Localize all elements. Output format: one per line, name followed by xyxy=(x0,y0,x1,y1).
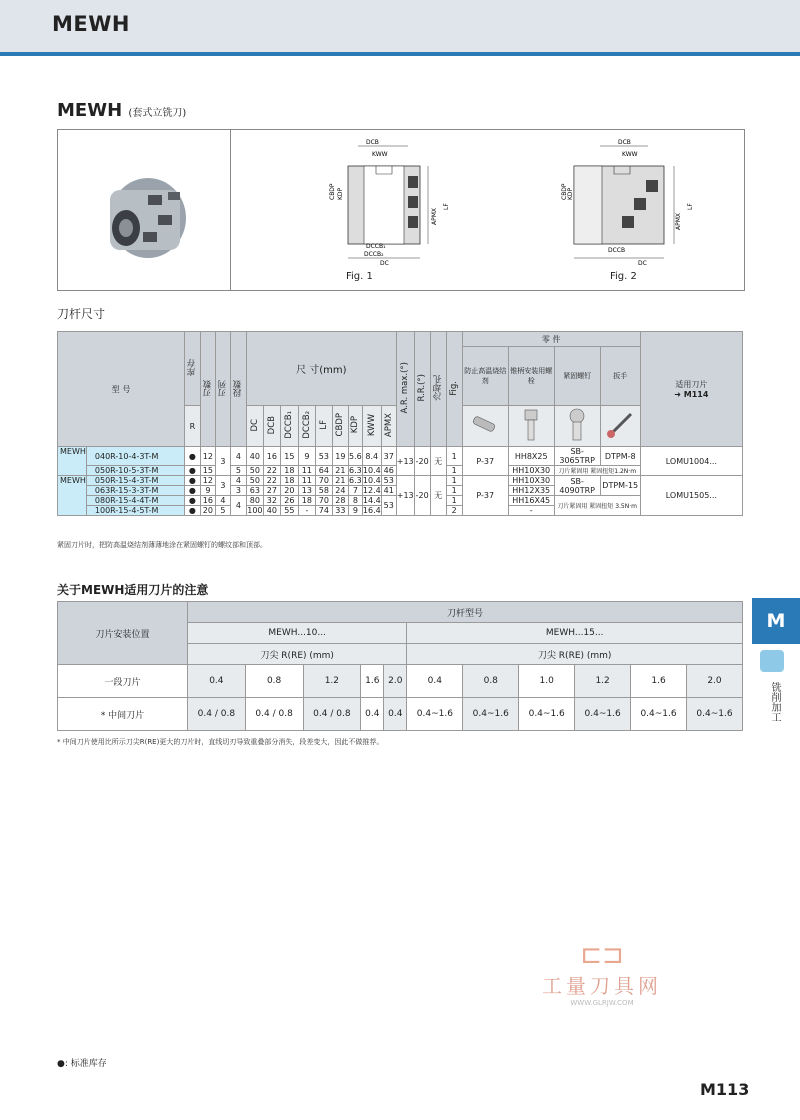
dim-value: 64 xyxy=(315,466,332,476)
dim-value: 46 xyxy=(381,466,396,476)
dim-value: 58 xyxy=(315,486,332,496)
dim-value: 6.3 xyxy=(349,476,362,485)
side-tab-text: 铣削加工 xyxy=(769,682,780,722)
header-cool: 冷却孔 xyxy=(430,332,446,447)
stock-dot: ● xyxy=(184,486,200,496)
product-image xyxy=(58,130,228,290)
stages: 5 xyxy=(230,466,246,476)
fig2-label: DCCB xyxy=(608,247,626,254)
ar-value: +13 xyxy=(396,476,414,516)
header-dim-dccb1: DCCB₁ xyxy=(280,406,298,447)
dim-value: 13 xyxy=(298,486,315,496)
part-bolt: HH10X30 xyxy=(508,476,554,486)
model-code: 100R-15-4-5T-M xyxy=(86,506,184,516)
fig-value: 1 xyxy=(446,496,462,506)
model-code: 080R-15-4-4T-M xyxy=(86,496,184,506)
dim-value: 27 xyxy=(263,486,280,496)
stock-dot: ● xyxy=(184,476,200,486)
table1-heading: 刀杆尺寸 xyxy=(57,307,106,321)
header-bar xyxy=(0,0,800,56)
stages: 4 xyxy=(230,496,246,516)
rr-value: -20 xyxy=(414,476,430,516)
fig2-label: LF xyxy=(687,203,694,210)
re-value: 0.8 xyxy=(463,665,519,698)
header-ar: A.R. max.(°) xyxy=(396,332,414,447)
re-value: 0.4~1.6 xyxy=(631,698,687,731)
fig1-label: DCCB₁ xyxy=(366,243,386,250)
part-bolt: HH10X30 xyxy=(508,466,554,476)
header-model: 型 号 xyxy=(58,332,185,447)
re-value: 1.2 xyxy=(575,665,631,698)
rr-value: -20 xyxy=(414,447,430,476)
fig2-caption: Fig. 2 xyxy=(610,271,637,282)
fig-value: 1 xyxy=(446,476,462,486)
dim-value: - xyxy=(298,506,315,516)
teeth: 15 xyxy=(200,466,215,476)
header-insert: 适用刀片 ➜ M114 xyxy=(640,332,742,447)
insert-notes-table xyxy=(57,601,743,731)
part-bolt: HH8X25 xyxy=(508,447,554,466)
dim-value: 14.4 xyxy=(362,496,381,505)
fig2-label: DCB xyxy=(618,139,631,146)
stock-dot: ● xyxy=(184,447,200,466)
re-value: 2.0 xyxy=(686,665,742,698)
part-wrench: DTPM-8 xyxy=(600,447,640,466)
fig-value: 1 xyxy=(446,486,462,496)
stock-legend: ●: 标准库存 xyxy=(57,1059,107,1069)
header-rows: 刃列 xyxy=(215,332,230,447)
stages: 3 xyxy=(230,486,246,496)
table2-note: * 中间刀片使用比所示刀尖R(RE)更大的刀片时，直线切刃导致重叠部分消失，段差变大，因此不做推荐。 xyxy=(57,738,384,746)
re-value: 1.6 xyxy=(361,665,384,698)
header-shank-model: 刀杆型号 xyxy=(188,602,743,623)
part-wrench: DTPM-15 xyxy=(600,476,640,496)
antiseize-icon xyxy=(462,406,508,447)
header-mewh15: MEWH...15... xyxy=(407,623,743,644)
watermark-logo-icon: ⊏⊐ xyxy=(580,940,624,970)
table2-heading: 关于MEWH适用刀片的注意 xyxy=(57,583,209,597)
dim-value: 53 xyxy=(381,476,396,486)
dim-value: 50 xyxy=(246,466,263,476)
header-title: MEWH xyxy=(52,12,130,36)
header-part-wrench: 扳手 xyxy=(600,347,640,406)
rows: 3 xyxy=(215,447,230,476)
series-label: MEWH xyxy=(58,447,87,476)
header-dim-kdp: KDP xyxy=(348,406,362,447)
dim-value: 8 xyxy=(348,496,362,506)
figure-divider xyxy=(230,130,231,290)
section-title-text: MEWH xyxy=(57,100,123,121)
header-dim-apmx: APMX xyxy=(381,406,396,447)
dim-value: 70 xyxy=(315,496,332,506)
fig1-label: KDP xyxy=(337,187,344,200)
milling-icon xyxy=(760,650,784,672)
header-re-10: 刀尖 R(RE) (mm) xyxy=(188,644,407,665)
dim-value: 10.4 xyxy=(362,466,381,475)
model-code: 050R-15-4-3T-M xyxy=(86,476,184,486)
header-dim-kww: KWW xyxy=(362,406,381,447)
wrench-icon xyxy=(600,406,640,447)
header-fig: Fig. xyxy=(446,332,462,447)
table1-note: 紧固刀片时，把防高温烧结剂薄薄地涂在紧固螺钉的螺纹部和顶部。 xyxy=(57,541,267,549)
fig2-drawing xyxy=(538,136,718,266)
dim-value: 80 xyxy=(246,496,263,506)
dim-value: 74 xyxy=(315,506,332,516)
dim-value: 6.3 xyxy=(349,466,362,475)
header-part-antiseize: 防止高温烧结剂 xyxy=(462,347,508,406)
header-dim-cbdp: CBDP xyxy=(332,406,348,447)
torque-note: 刀片紧固用 紧固扭矩 3.5N·m xyxy=(554,496,640,516)
re-value: 0.4 xyxy=(384,698,407,731)
part-screw: SB-3065TRP xyxy=(554,447,600,466)
ar-value: +13 xyxy=(396,447,414,476)
stages: 4 xyxy=(230,447,246,466)
row-label-single: 一段刀片 xyxy=(58,665,188,698)
fig2-label: APMX xyxy=(675,212,682,230)
insert-value: LOMU1505... xyxy=(640,476,742,516)
re-value: 1.0 xyxy=(519,665,575,698)
header-parts: 零 件 xyxy=(462,332,640,347)
header-part-bolt: 锥柄安装用螺栓 xyxy=(508,347,554,406)
dim-value: 100 xyxy=(247,506,263,515)
stock-dot: ● xyxy=(184,496,200,506)
section-subtitle: (套式立铣刀) xyxy=(128,108,187,119)
shank-dimensions-table xyxy=(57,331,743,516)
re-value: 0.4 xyxy=(407,665,463,698)
re-value: 0.4 xyxy=(361,698,384,731)
fig1-label: APMX xyxy=(431,207,438,225)
part-screw: SB-4090TRP xyxy=(554,476,600,496)
screw-icon xyxy=(554,406,600,447)
dim-value: 53 xyxy=(381,496,396,516)
header-stages: 段数 xyxy=(230,332,246,447)
fig2-label: KWW xyxy=(622,151,638,158)
part-bolt: HH16X45 xyxy=(508,496,554,506)
dim-value: 63 xyxy=(246,486,263,496)
cool-value: 无 xyxy=(430,447,446,476)
header-part-screw: 紧固螺钉 xyxy=(554,347,600,406)
page-number: M113 xyxy=(700,1080,750,1099)
dim-value: 11 xyxy=(298,466,315,476)
dim-value: 28 xyxy=(332,496,348,506)
dim-value: 12.4 xyxy=(362,486,381,495)
dim-value: 22 xyxy=(263,476,280,486)
dim-value: 50 xyxy=(246,476,263,486)
dim-value: 24 xyxy=(332,486,348,496)
dim-value: 18 xyxy=(280,466,298,476)
dim-value: 33 xyxy=(332,506,348,516)
stock-dot: ● xyxy=(184,466,200,476)
side-tab-letter[interactable]: M xyxy=(752,598,800,644)
header-stock: 库存 xyxy=(184,332,200,406)
re-value: 1.6 xyxy=(631,665,687,698)
dim-value: 11 xyxy=(298,476,315,486)
cool-value: 无 xyxy=(430,476,446,516)
fig2-label: DC xyxy=(638,260,647,266)
header-teeth: 刃数 xyxy=(200,332,215,447)
insert-page-ref: M114 xyxy=(683,390,709,399)
dim-value: 70 xyxy=(315,476,332,486)
fig-value: 2 xyxy=(446,506,462,516)
dim-value: 40 xyxy=(246,447,263,466)
dim-value: 16 xyxy=(263,447,280,466)
figure-box xyxy=(57,129,745,291)
fig2-label: KDP xyxy=(567,187,574,200)
re-value: 0.4 / 0.8 xyxy=(303,698,361,731)
header-re-15: 刀尖 R(RE) (mm) xyxy=(407,644,743,665)
re-value: 0.4~1.6 xyxy=(575,698,631,731)
fig1-caption: Fig. 1 xyxy=(346,271,373,282)
dim-value: 5.6 xyxy=(348,447,362,466)
header-mewh10: MEWH...10... xyxy=(188,623,407,644)
header-r: R xyxy=(184,406,200,447)
bolt-icon xyxy=(508,406,554,447)
teeth: 16 xyxy=(200,496,215,506)
rows: 3 xyxy=(215,476,230,496)
dim-value: 55 xyxy=(280,506,298,516)
re-value: 0.4~1.6 xyxy=(686,698,742,731)
re-value: 1.2 xyxy=(303,665,361,698)
dim-value: 8.4 xyxy=(362,447,381,466)
fig1-drawing xyxy=(298,136,518,266)
re-value: 0.8 xyxy=(245,665,303,698)
re-value: 0.4 / 0.8 xyxy=(245,698,303,731)
re-value: 0.4~1.6 xyxy=(463,698,519,731)
header-dim-dcb: DCB xyxy=(263,406,280,447)
model-code: 050R-10-5-3T-M xyxy=(86,466,184,476)
part-antiseize: P-37 xyxy=(462,476,508,516)
fig1-label: DC xyxy=(380,260,389,266)
fig1-label: LF xyxy=(443,203,450,210)
dim-value: 21 xyxy=(332,476,348,486)
teeth: 9 xyxy=(200,486,215,496)
teeth: 12 xyxy=(200,447,215,466)
header-position: 刀片安装位置 xyxy=(58,602,188,665)
series-label: MEWH xyxy=(58,476,87,516)
fig1-label: DCCB₂ xyxy=(364,251,384,258)
dim-value: 21 xyxy=(332,466,348,476)
dim-value: 16.4 xyxy=(362,506,381,515)
row-label-middle: * 中间刀片 xyxy=(58,698,188,731)
rows: 5 xyxy=(215,506,230,516)
stock-dot: ● xyxy=(184,506,200,516)
watermark-text: 工量刀具网 xyxy=(542,974,662,998)
dim-value: 9 xyxy=(298,447,315,466)
fig1-label: DCB xyxy=(366,139,379,146)
dim-value: 18 xyxy=(280,476,298,486)
insert-value: LOMU1004... xyxy=(640,447,742,476)
dim-value: 9 xyxy=(348,506,362,516)
part-antiseize: P-37 xyxy=(462,447,508,476)
header-dims: 尺 寸(mm) xyxy=(246,332,396,406)
model-code: 063R-15-3-3T-M xyxy=(86,486,184,496)
part-bolt: HH12X35 xyxy=(508,486,554,496)
teeth: 12 xyxy=(200,476,215,486)
model-code: 040R-10-4-3T-M xyxy=(86,447,184,466)
dim-value: 26 xyxy=(280,496,298,506)
dim-value: 18 xyxy=(298,496,315,506)
dim-value: 40 xyxy=(263,506,280,516)
fig1-label: CBDP xyxy=(329,183,336,200)
re-value: 0.4 / 0.8 xyxy=(188,698,246,731)
fig1-label: KWW xyxy=(372,151,388,158)
part-bolt: - xyxy=(508,506,554,516)
dim-value: 41 xyxy=(381,486,396,496)
dim-value: 10.4 xyxy=(362,476,381,485)
header-dim-dc: DC xyxy=(246,406,263,447)
dim-value: 32 xyxy=(263,496,280,506)
watermark-url: WWW.GLRJW.COM xyxy=(570,999,634,1007)
fig2-label: CBDP xyxy=(561,183,568,200)
header-dim-lf: LF xyxy=(315,406,332,447)
re-value: 0.4~1.6 xyxy=(407,698,463,731)
dim-value: 7 xyxy=(348,486,362,496)
dim-value: 37 xyxy=(381,447,396,466)
watermark xyxy=(532,940,672,1007)
section-title xyxy=(57,100,186,121)
dim-value: 19 xyxy=(332,447,348,466)
dim-value: 20 xyxy=(280,486,298,496)
stages: 4 xyxy=(230,476,246,486)
re-value: 2.0 xyxy=(384,665,407,698)
dim-value: 53 xyxy=(315,447,332,466)
re-value: 0.4 xyxy=(188,665,246,698)
dim-value: 22 xyxy=(263,466,280,476)
fig-value: 1 xyxy=(446,447,462,466)
header-rr: R.R.(°) xyxy=(414,332,430,447)
teeth: 20 xyxy=(200,506,215,516)
torque-note: 刀片紧固用 紧固扭矩1.2N·m xyxy=(554,466,640,476)
rows: 4 xyxy=(215,496,230,506)
fig-value: 1 xyxy=(446,466,462,476)
dim-value: 15 xyxy=(280,447,298,466)
re-value: 0.4~1.6 xyxy=(519,698,575,731)
header-dim-dccb2: DCCB₂ xyxy=(298,406,315,447)
